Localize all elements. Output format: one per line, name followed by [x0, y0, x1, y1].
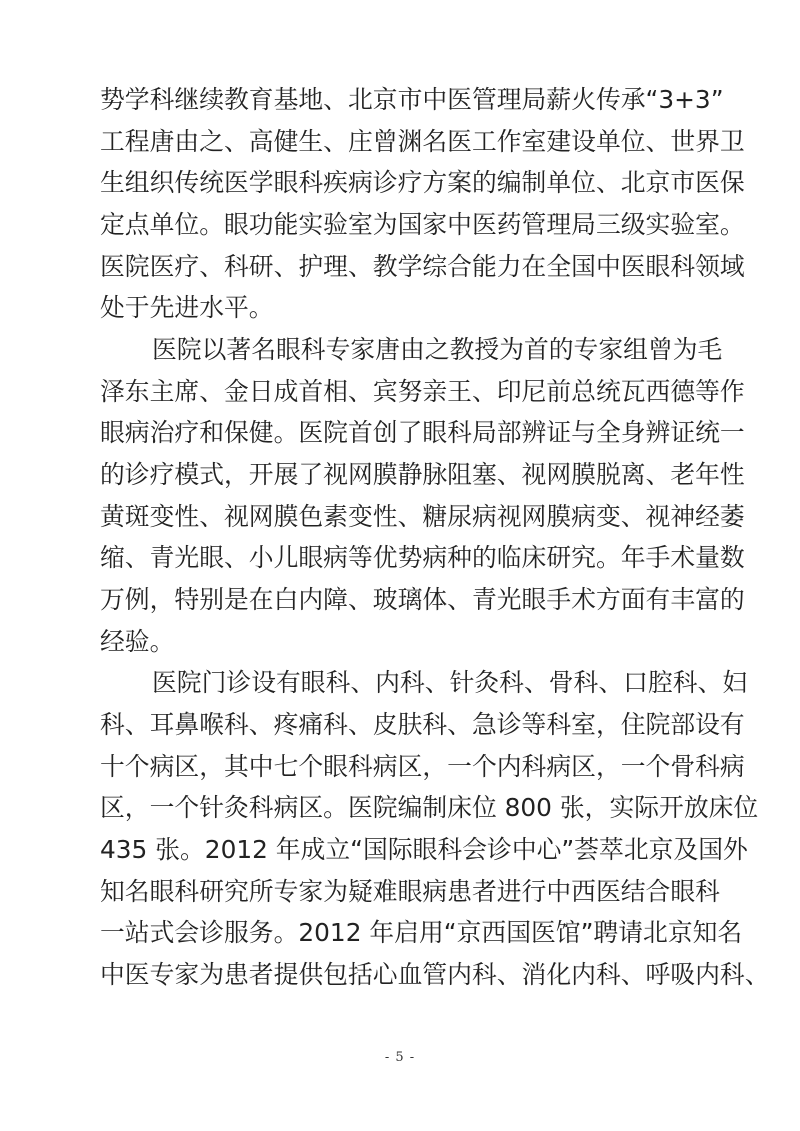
text-line: 十个病区，其中七个眼科病区，一个内科病区，一个骨科病 — [100, 752, 745, 781]
text-line: 医院医疗、科研、护理、教学综合能力在全国中医眼科领域 — [100, 252, 745, 281]
text-line: 缩、青光眼、小儿眼病等优势病种的临床研究。年手术量数 — [100, 543, 745, 572]
text-line: 定点单位。眼功能实验室为国家中医药管理局三级实验室。 — [100, 210, 745, 239]
text-line: 医院门诊设有眼科、内科、针灸科、骨科、口腔科、妇 — [152, 668, 748, 697]
text-line: 万例，特别是在白内障、玻璃体、青光眼手术方面有丰富的 — [100, 585, 745, 614]
text-line: 泽东主席、金日成首相、宾努亲王、印尼前总统瓦西德等作 — [100, 377, 745, 406]
text-line: 一站式会诊服务。2012 年启用“京西国医馆”聘请北京知名 — [100, 918, 743, 947]
text-line: 势学科继续教育基地、北京市中医管理局薪火传承“3+3” — [100, 85, 724, 114]
text-line: 生组织传统医学眼科疾病诊疗方案的编制单位、北京市医保 — [100, 168, 745, 197]
text-line: 的诊疗模式，开展了视网膜静脉阻塞、视网膜脱离、老年性 — [100, 460, 745, 489]
text-line: 区，一个针灸科病区。医院编制床位 800 张，实际开放床位 — [100, 793, 759, 822]
text-line: 处于先进水平。 — [100, 293, 274, 322]
text-line: 工程唐由之、高健生、庄曾渊名医工作室建设单位、世界卫 — [100, 127, 745, 156]
text-line: 医院以著名眼科专家唐由之教授为首的专家组曾为毛 — [152, 335, 723, 364]
text-line: 眼病治疗和保健。医院首创了眼科局部辨证与全身辨证统一 — [100, 418, 745, 447]
text-line: 黄斑变性、视网膜色素变性、糖尿病视网膜病变、视神经萎 — [100, 502, 745, 531]
text-line: 科、耳鼻喉科、疼痛科、皮肤科、急诊等科室，住院部设有 — [100, 710, 745, 739]
text-line: 中医专家为患者提供包括心血管内科、消化内科、呼吸内科、 — [100, 960, 770, 989]
text-line: 知名眼科研究所专家为疑难眼病患者进行中西医结合眼科 — [100, 877, 720, 906]
page-number: - 5 - — [384, 1050, 416, 1065]
text-line: 435 张。2012 年成立“国际眼科会诊中心”荟萃北京及国外 — [100, 835, 748, 864]
text-line: 经验。 — [100, 627, 175, 656]
